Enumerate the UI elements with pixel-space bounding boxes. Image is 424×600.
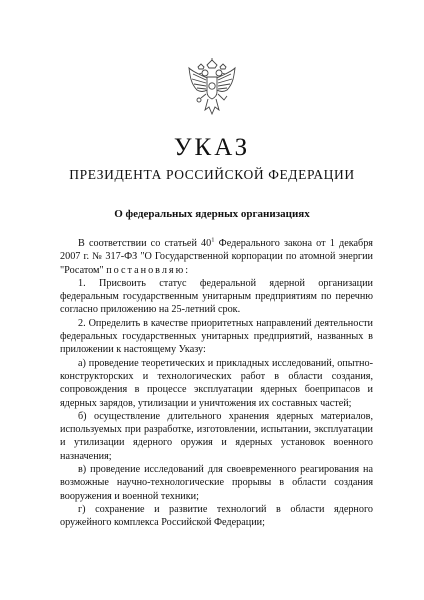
preamble-paragraph bbox=[60, 237, 373, 277]
preamble-text-end: : bbox=[185, 264, 189, 276]
preamble-text-start: В соответствии со статьей 40 bbox=[78, 238, 212, 249]
paragraph-2g: г) сохранение и развитие технологий в области ядерного оружейного комплекса Российской Федерации; bbox=[60, 503, 373, 529]
document-body bbox=[60, 237, 373, 530]
article-superscript: 1 bbox=[211, 236, 215, 244]
coat-of-arms-icon bbox=[187, 58, 237, 116]
paragraph-1: 1. Присвоить статус федеральной ядерной организации федеральным государственным унитарным предприятиям по перечню согласно приложению на 25-летний срок. bbox=[60, 277, 373, 316]
paragraph-2: 2. Определить в качестве приоритетных направлений деятельности федеральных государственных унитарных предприятий, названных в приложении к настоящему Указу: bbox=[60, 317, 373, 356]
document-heading: О федеральных ядерных организациях bbox=[114, 208, 310, 220]
decree-verb: постановляю bbox=[106, 264, 186, 276]
document-subtitle: ПРЕЗИДЕНТА РОССИЙСКОЙ ФЕДЕРАЦИИ bbox=[69, 167, 355, 182]
paragraph-2b: б) осуществление длительного хранения ядерных материалов, используемых при разработке, изготовлении, испытании, эксплуатации и утилизации ядерного оружия и ядерных установок военного назначения; bbox=[60, 410, 373, 462]
preamble-text-middle: Федерального закона от 1 декабря 2007 г. № 317-ФЗ "О Государственной корпорации по атомной энергии "Росатом" bbox=[60, 238, 373, 276]
paragraph-2v: в) проведение исследований для своевременного реагирования на возможные научно-технологические прорывы в области создания вооружения и военной техники; bbox=[60, 464, 373, 502]
document-title: УКАЗ bbox=[173, 134, 251, 161]
paragraph-2a: а) проведение теоретических и прикладных исследований, опытно-конструкторских и технологических работ в области создания, сопровождения в процессе эксплуатации ядерных боеприпасов и ядерных зарядов, утилизации и уничтожения их составных частей; bbox=[60, 357, 373, 409]
